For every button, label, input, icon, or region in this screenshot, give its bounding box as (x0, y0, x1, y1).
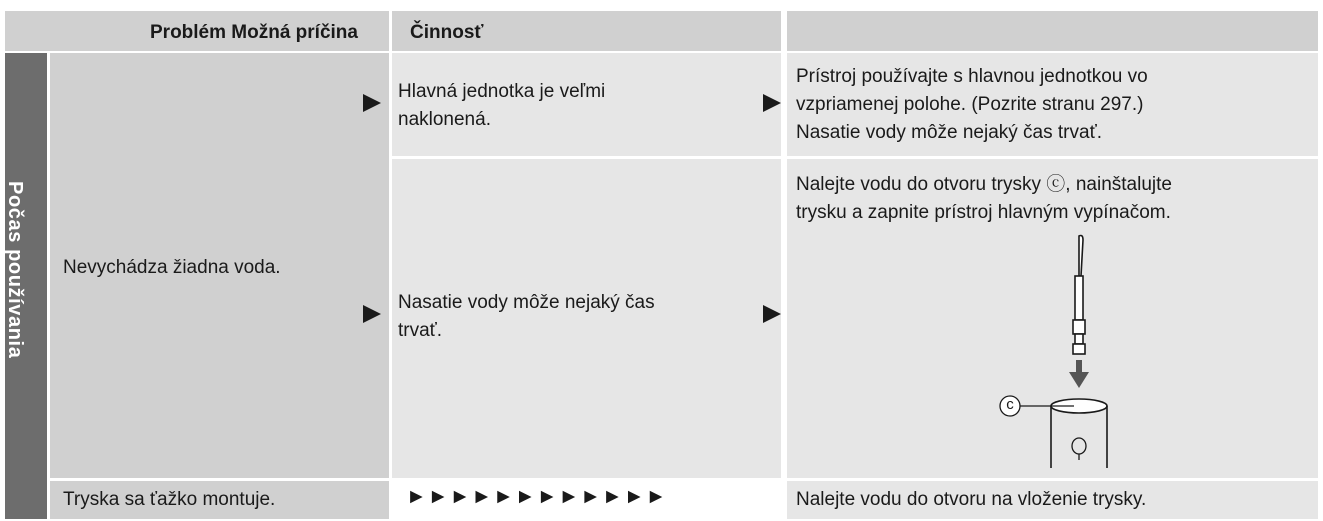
action-upright-line3: Nasatie vody môže nejaký čas trvať. (796, 122, 1102, 143)
nozzle-illustration (990, 232, 1130, 470)
cause-suction-line2: trvať. (398, 320, 443, 341)
sidebar-section (5, 53, 47, 519)
action-fill-line1: Nalejte vodu do otvoru trysky ⓒ, nainštalujte (796, 174, 1172, 195)
arrow-icon (763, 305, 781, 323)
problem-no-water: Nevychádza žiadna voda. (63, 257, 281, 278)
arrow-sequence: ►►►►►►►►►►►► (406, 485, 668, 508)
action-fill-line2: trysku a zapnite prístroj hlavným vypínačom. (796, 202, 1171, 223)
action-nozzle-insert: Nalejte vodu do otvoru na vloženie trysky. (796, 489, 1147, 510)
arrow-icon (363, 305, 381, 323)
header-problem-cause: Problém Možná príčina (150, 22, 358, 43)
action-upright-line1: Prístroj používajte s hlavnou jednotkou vo (796, 66, 1148, 87)
cause-tilted-line1: Hlavná jednotka je veľmi (398, 81, 606, 102)
cause-tilted-line2: naklonená. (398, 109, 491, 130)
action-upright-line2: vzpriamenej polohe. (Pozrite stranu 297.) (796, 94, 1144, 115)
header-action: Činnosť (410, 22, 484, 43)
sidebar-label: Počas používania (5, 181, 27, 359)
arrow-icon (363, 94, 381, 112)
cause-suction-line1: Nasatie vody môže nejaký čas (398, 292, 655, 313)
callout-label: c (1006, 396, 1014, 413)
arrow-icon (763, 94, 781, 112)
header-col3 (787, 11, 1318, 51)
problem-nozzle-hard: Tryska sa ťažko montuje. (63, 489, 276, 510)
cause-cell-suction (392, 159, 781, 478)
